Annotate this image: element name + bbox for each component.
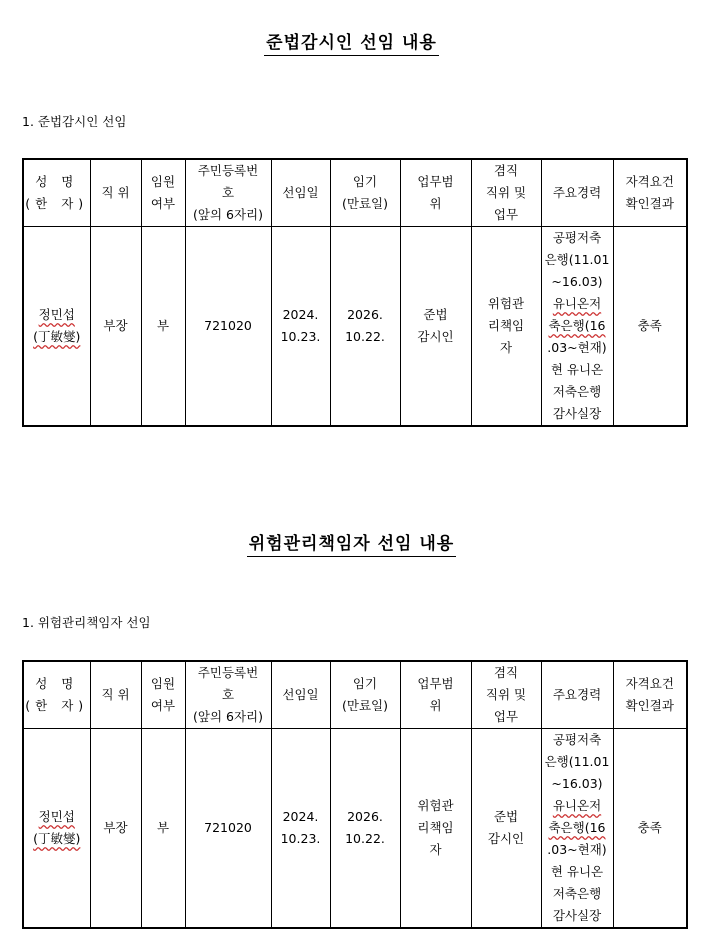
cell-appointment-date: 2024. 10.23. [271, 729, 330, 929]
cell-concurrent: 준법 감시인 [471, 729, 541, 929]
cell-scope: 준법 감시인 [400, 227, 471, 427]
table-row [23, 729, 687, 929]
section-1-title: 준법감시인 선임 내용 [0, 28, 703, 56]
cell-career: 공평저축 은행(11.01 ~16.03) 유니온저 축은행(16 .03~현재) 현 유니온 저축은행 감사실장 [541, 729, 613, 929]
cell-name: 정민섭 (丁敏燮) [23, 729, 90, 929]
header-qualification: 자격요건 확인결과 [613, 159, 687, 227]
section-2-title: 위험관리책임자 선임 내용 [0, 529, 703, 557]
header-concurrent: 겸직 직위 및 업무 [471, 661, 541, 729]
header-term: 임기 (만료일) [330, 661, 400, 729]
section-2-subheading: 1. 위험관리책임자 선임 [22, 615, 151, 630]
header-scope: 업무범 위 [400, 661, 471, 729]
header-position: 직 위 [90, 159, 141, 227]
cell-term: 2026. 10.22. [330, 729, 400, 929]
header-scope: 업무범 위 [400, 159, 471, 227]
section-1-table [22, 158, 688, 427]
cell-name: 정민섭 (丁敏燮) [23, 227, 90, 427]
header-rrn: 주민등록번 호 (앞의 6자리) [185, 661, 271, 729]
table-row [23, 227, 687, 427]
header-career: 주요경력 [541, 159, 613, 227]
header-rrn: 주민등록번 호 (앞의 6자리) [185, 159, 271, 227]
cell-appointment-date: 2024. 10.23. [271, 227, 330, 427]
cell-executive: 부 [141, 729, 185, 929]
header-appointment-date: 선임일 [271, 159, 330, 227]
cell-rrn: 721020 [185, 729, 271, 929]
table-header-row [23, 661, 687, 729]
cell-qualification: 충족 [613, 227, 687, 427]
cell-qualification: 충족 [613, 729, 687, 929]
header-name: 성 명 (한 자) [23, 661, 90, 729]
table-header-row [23, 159, 687, 227]
header-executive: 임원 여부 [141, 661, 185, 729]
header-career: 주요경력 [541, 661, 613, 729]
cell-term: 2026. 10.22. [330, 227, 400, 427]
cell-position: 부장 [90, 227, 141, 427]
header-term: 임기 (만료일) [330, 159, 400, 227]
header-name: 성 명 (한 자) [23, 159, 90, 227]
section-1-subheading: 1. 준법감시인 선임 [22, 114, 127, 129]
header-appointment-date: 선임일 [271, 661, 330, 729]
header-concurrent: 겸직 직위 및 업무 [471, 159, 541, 227]
header-position: 직 위 [90, 661, 141, 729]
header-executive: 임원 여부 [141, 159, 185, 227]
cell-career: 공평저축 은행(11.01 ~16.03) 유니온저 축은행(16 .03~현재) 현 유니온 저축은행 감사실장 [541, 227, 613, 427]
cell-executive: 부 [141, 227, 185, 427]
cell-concurrent: 위험관 리책임 자 [471, 227, 541, 427]
cell-scope: 위험관 리책임 자 [400, 729, 471, 929]
cell-position: 부장 [90, 729, 141, 929]
cell-rrn: 721020 [185, 227, 271, 427]
header-qualification: 자격요건 확인결과 [613, 661, 687, 729]
section-2-table [22, 660, 688, 929]
